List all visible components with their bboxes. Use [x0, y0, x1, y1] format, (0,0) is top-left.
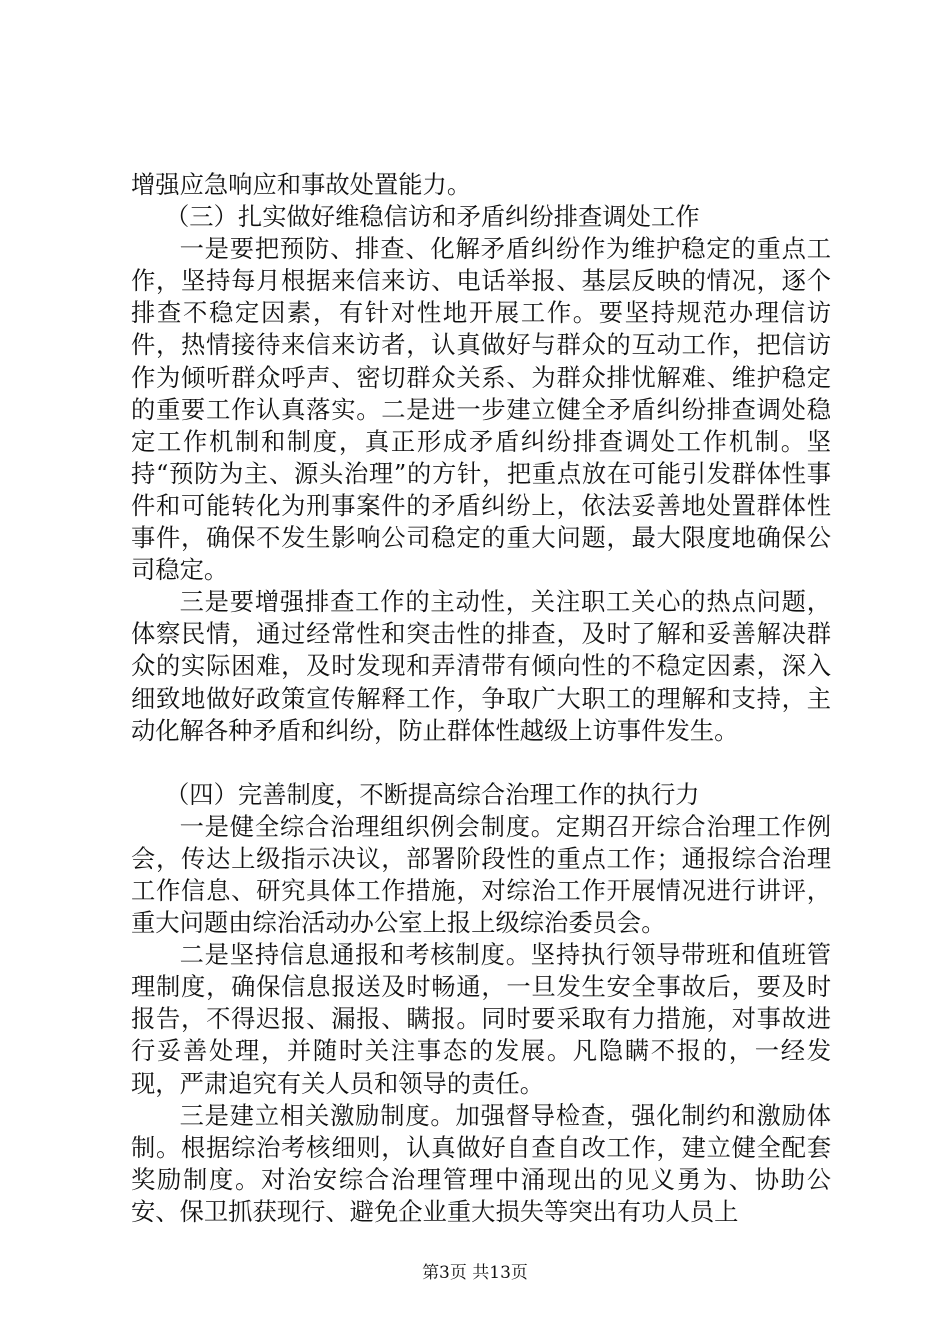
paragraph-4: 二是坚持信息通报和考核制度。坚持执行领导带班和值班管理制度，确保信息报送及时畅通，一旦发生安全事故后，要及时报告，不得迟报、漏报、瞒报。同时要采取有力措施，对事故进行妥善处理，并随时关注事态的发展。凡隐瞒不报的，一经发现，严肃追究有关人员和领导的责任。 [131, 940, 831, 1098]
section-heading-3: （三）扎实做好维稳信访和矛盾纠纷排查调处工作 [165, 202, 700, 232]
page-number-footer: 第3页 共13页 [422, 1263, 528, 1283]
paragraph-gap [131, 747, 831, 779]
section-heading-4: （四）完善制度，不断提高综合治理工作的执行力 [165, 779, 700, 809]
paragraph-5: 三是建立相关激励制度。加强督导检查，强化制约和激励体制。根据综治考核细则，认真做好自查自改工作，建立健全配套奖励制度。对治安综合治理管理中涌现出的见义勇为、协助公安、保卫抓获现行、避免企业重大损失等突出有功人员上 [131, 1100, 831, 1226]
document-body [131, 169, 831, 1228]
paragraph-2: 三是要增强排查工作的主动性，关注职工关心的热点问题，体察民情，通过经常性和突击性的排查，及时了解和妥善解决群众的实际困难，及时发现和弄清带有倾向性的不稳定因素，深入细致地做好政策宣传解释工作，争取广大职工的理解和支持，主动化解各种矛盾和纠纷，防止群体性越级上访事件发生。 [131, 587, 831, 745]
paragraph-continuation: 增强应急响应和事故处置能力。 [131, 170, 472, 199]
paragraph-3: 一是健全综合治理组织例会制度。定期召开综合治理工作例会，传达上级指示决议，部署阶段性的重点工作；通报综合治理工作信息、研究具体工作措施，对综治工作开展情况进行讲评，重大问题由综治活动办公室上报上级综治委员会。 [131, 811, 831, 938]
paragraph-1: 一是要把预防、排查、化解矛盾纠纷作为维护稳定的重点工作，坚持每月根据来信来访、电话举报、基层反映的情况，逐个排查不稳定因素，有针对性地开展工作。要坚持规范办理信访件，热情接待来信来访者，认真做好与群众的互动工作，把信访作为倾听群众呼声、密切群众关系、为群众排忧解难、维护稳定的重要工作认真落实。二是进一步建立健全矛盾纠纷排查调处稳定工作机制和制度，真正形成矛盾纠纷排查调处工作机制。坚持“预防为主、源头治理”的方针，把重点放在可能引发群体性事件和可能转化为刑事案件的矛盾纠纷上，依法妥善地处置群体性事件，确保不发生影响公司稳定的重大问题，最大限度地确保公司稳定。 [131, 234, 831, 585]
